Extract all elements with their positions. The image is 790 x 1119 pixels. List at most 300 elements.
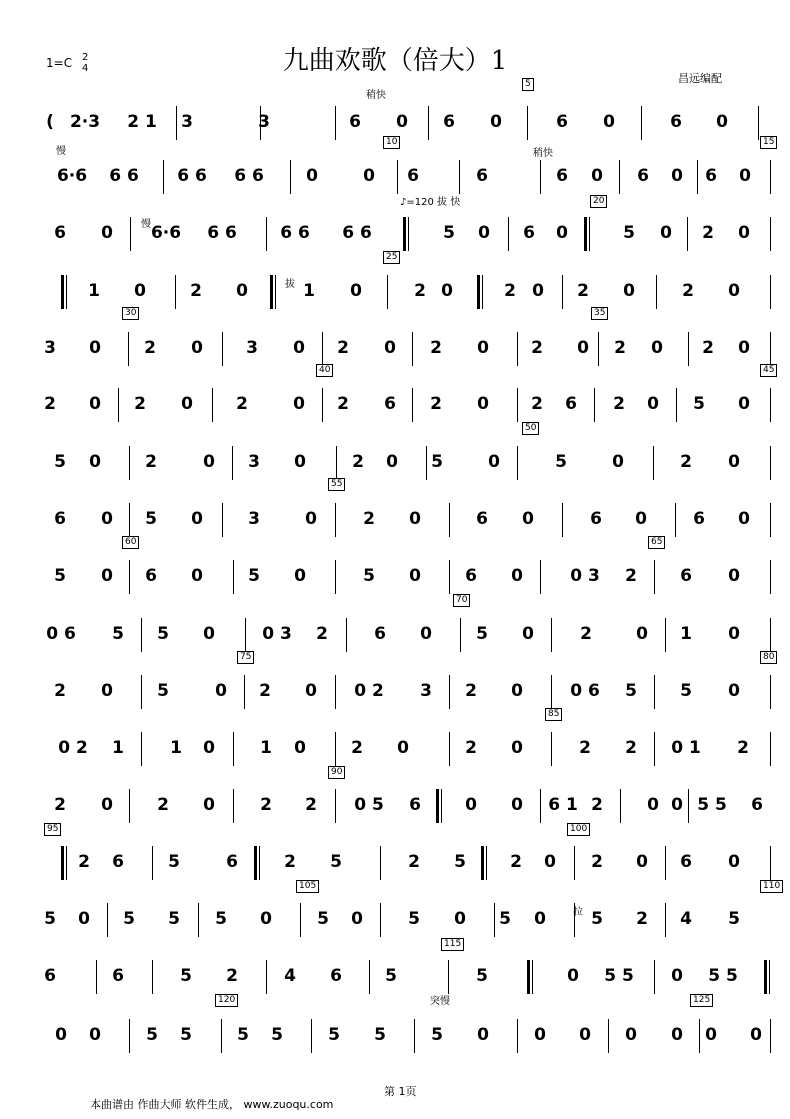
barline [244,675,245,709]
barline [233,560,234,594]
barline [654,732,655,766]
note: 6 [670,112,682,132]
note: 6 6 [109,166,139,186]
note: 0 [101,566,113,586]
note: 0 [191,338,203,358]
note: 6 6 [177,166,207,186]
note: 5 5 [708,966,738,986]
note: 2 [531,394,543,414]
note: 0 [716,112,728,132]
barline [290,160,291,194]
barline [412,388,413,422]
performance-mark: 慢 [141,219,151,230]
note: 0 [636,624,648,644]
note: 2 [54,795,66,815]
note: 0 [567,966,579,986]
note: 6 [407,166,419,186]
barline [300,903,301,937]
note: 0 [544,852,556,872]
score-row [0,1019,790,1089]
note: 0 [55,1025,67,1045]
barline [594,388,595,422]
meter-top: 2 [82,52,89,63]
note: 0 [511,566,523,586]
note: 0 [534,1025,546,1045]
barline [128,332,129,366]
barline [141,618,142,652]
note: 2 [78,852,90,872]
note: 0 5 [354,795,384,815]
note: 0 [728,566,740,586]
note: 2 [614,338,626,358]
note: 2 [591,852,603,872]
note: 0 [203,624,215,644]
note: 0 [577,338,589,358]
barline [176,106,177,140]
note: 5 [623,223,635,243]
barline [656,275,657,309]
arranger-credit: 昌远编配 [678,72,722,85]
note: 5 [454,852,466,872]
note: 2 [430,338,442,358]
note: 6 [556,166,568,186]
note: 5 [374,1025,386,1045]
note: 5 [625,681,637,701]
note: 2 [414,281,426,301]
note: 0 [534,909,546,929]
note: 2 [144,338,156,358]
barline [665,846,666,880]
page-title: 九曲欢歌（倍大）1 [282,46,508,76]
note: 0 [603,112,615,132]
barline [517,332,518,366]
note: 5 [146,1025,158,1045]
note: 6 [680,852,692,872]
note: 5 [728,909,740,929]
barline [233,789,234,823]
note: 6 [680,566,692,586]
note: 5 [476,624,488,644]
note: 6 [443,112,455,132]
note: 1 [303,281,315,301]
barline [688,332,689,366]
note: 0 [101,795,113,815]
note: 2 [531,338,543,358]
note: 2 [465,738,477,758]
note: 6 [226,852,238,872]
note: 0 [647,795,659,815]
note: 0 [191,566,203,586]
note: 0 [78,909,90,929]
note: 0 [203,452,215,472]
note: 1 [680,624,692,644]
barline [449,675,450,709]
note: 0 [294,738,306,758]
note: 5 5 [697,795,727,815]
note: 2 [579,738,591,758]
barline [699,1019,700,1053]
barline [770,1019,771,1053]
note: 6 [44,966,56,986]
note: 0 [728,281,740,301]
barline [346,618,347,652]
note: 6 [349,112,361,132]
time-signature [82,52,88,74]
note: 0 [522,509,534,529]
note: 2 [337,338,349,358]
note: 2 [580,624,592,644]
note: 0 [294,566,306,586]
note: 0 [101,223,113,243]
note: 0 [532,281,544,301]
measure-number: 20 [590,195,607,208]
note: 2 [236,394,248,414]
barline [449,560,450,594]
barline [770,332,771,366]
note: 0 [236,281,248,301]
note: 6 [476,166,488,186]
barline [508,217,509,251]
note: 5 [180,966,192,986]
note: 0 [705,1025,717,1045]
note: 6 [465,566,477,586]
note: 6 [330,966,342,986]
measure-number: 100 [567,823,590,836]
barline [641,106,642,140]
barline [152,846,153,880]
note: 2 [613,394,625,414]
barline [232,446,233,480]
note: 0 [477,394,489,414]
note: 2 [54,681,66,701]
note: 0 [522,624,534,644]
note: 3 [258,112,270,132]
barline [380,903,381,937]
measure-number: 35 [591,307,608,320]
barline [449,503,450,537]
note: 0 [260,909,272,929]
note: 0 [511,738,523,758]
barline [654,560,655,594]
note: 0 [203,795,215,815]
note: 0 6 [46,624,76,644]
measure-number: 90 [328,766,345,779]
note: 5 [591,909,603,929]
note: 6 [112,852,124,872]
note: 1 [260,738,272,758]
barline [335,789,336,823]
barline [770,446,771,480]
note: 0 [612,452,624,472]
barline [335,560,336,594]
note: 5 [145,509,157,529]
note: 0 [511,681,523,701]
note: 0 [478,223,490,243]
barline [653,446,654,480]
measure-number: 10 [383,136,400,149]
measure-number: 80 [760,651,777,664]
barline [459,160,460,194]
note: 4 [680,909,692,929]
note: 0 [191,509,203,529]
note: 0 [351,909,363,929]
note: 5 [54,452,66,472]
note: 0 [293,394,305,414]
note: 0 [635,509,647,529]
barline [212,388,213,422]
barline [620,789,621,823]
note: 5 [385,966,397,986]
note: 2 [145,452,157,472]
note: 0 1 [671,738,701,758]
note: 0 [420,624,432,644]
barline [198,903,199,937]
note: 0 [671,795,683,815]
note: 0 [490,112,502,132]
note: 0 6 [570,681,600,701]
note: 0 [396,112,408,132]
note: 5 [680,681,692,701]
barline [517,1019,518,1053]
barline [141,732,142,766]
note: 5 [44,909,56,929]
note: 6 [145,566,157,586]
barline [336,446,337,480]
note: 3 [248,509,260,529]
note: 0 [647,394,659,414]
note: 6 [54,223,66,243]
measure-number: 125 [690,994,713,1007]
barline [687,217,688,251]
footer-credit: 本曲谱由 作曲大师 软件生成， www.zuoqu.com [90,1098,334,1111]
note: 2 [702,338,714,358]
note: 6 [637,166,649,186]
barline [380,846,381,880]
note: 6 [565,394,577,414]
note: 5 [168,909,180,929]
note: 0 [181,394,193,414]
note: 5 [180,1025,192,1045]
note: 6 6 [280,223,310,243]
barline [322,332,323,366]
note: 2·3 [69,112,101,132]
barline [311,1019,312,1053]
note: 6·6 [150,223,182,243]
measure-number: 40 [316,364,333,377]
note: 6 [693,509,705,529]
note: 0 [738,338,750,358]
note: 0 [409,566,421,586]
note: 0 [477,338,489,358]
note: 2 [680,452,692,472]
barline [770,675,771,709]
note: 0 [305,509,317,529]
note: 3 [44,338,56,358]
note: 5 [237,1025,249,1045]
measure-number: 105 [296,880,319,893]
performance-mark: 拔 [285,279,295,290]
barline [175,275,176,309]
measure-number: 115 [441,938,464,951]
note: 0 [591,166,603,186]
note: 0 2 [354,681,384,701]
note: 6 6 [342,223,372,243]
barline [412,332,413,366]
barline [233,732,234,766]
measure-number: 30 [122,307,139,320]
measure-number: 55 [328,478,345,491]
performance-mark: 稍快 [533,148,553,159]
note: 0 [738,509,750,529]
note: 0 [511,795,523,815]
barline [527,106,528,140]
note: 0 [306,166,318,186]
note: 6 [751,795,763,815]
note: 0 [750,1025,762,1045]
note: 4 [284,966,296,986]
note: 2 [465,681,477,701]
note: 0 3 [570,566,600,586]
note: 5 [431,452,443,472]
barline [141,675,142,709]
note: 6 [523,223,535,243]
note: 6 6 [234,166,264,186]
note: 0 [384,338,396,358]
barline [688,789,689,823]
barline [118,388,119,422]
note: 0 [477,1025,489,1045]
note: 5 [431,1025,443,1045]
note: 2 [226,966,238,986]
barline [770,217,771,251]
note: 2 [577,281,589,301]
barline [770,618,771,652]
note: 2 [702,223,714,243]
barline [665,618,666,652]
measure-number: 5 [522,78,534,91]
note: 0 [350,281,362,301]
barline [221,1019,222,1053]
note: 0 2 [58,738,88,758]
note: 0 [89,394,101,414]
barline [369,960,370,994]
barline [129,560,130,594]
barline [665,903,666,937]
measure-number: 50 [522,422,539,435]
measure-number: 95 [44,823,61,836]
note: 0 [305,681,317,701]
note: 3 [246,338,258,358]
note: 1 [112,738,124,758]
barline [770,388,771,422]
measure-number: 65 [648,536,665,549]
note: 5 [328,1025,340,1045]
note: 5 [248,566,260,586]
measure-number: 15 [760,136,777,149]
note: 0 [441,281,453,301]
note: 0 [215,681,227,701]
note: 0 [203,738,215,758]
barline [129,446,130,480]
barline [397,160,398,194]
note: 0 [488,452,500,472]
note: 6 [112,966,124,986]
barline [129,1019,130,1053]
performance-mark: 拉 [573,907,583,918]
note: 0 [386,452,398,472]
note: 6 [590,509,602,529]
barline [322,388,323,422]
measure-number: 45 [760,364,777,377]
note: 5 [157,624,169,644]
barline [448,960,449,994]
note: 5 [168,852,180,872]
barline [654,675,655,709]
note: 0 [293,338,305,358]
note: 2 [337,394,349,414]
note: 0 [89,338,101,358]
barline [540,789,541,823]
barline [494,903,495,937]
note: 2 [190,281,202,301]
barline [574,846,575,880]
measure-number: 60 [122,536,139,549]
note: 0 [728,452,740,472]
performance-mark: 慢 [56,146,66,157]
note: 2 [259,681,271,701]
note: 0 [671,966,683,986]
note: 2 [305,795,317,815]
measure-number: 75 [237,651,254,664]
note: 2 [625,738,637,758]
note: 0 [89,1025,101,1045]
barline [697,160,698,194]
note: 2 [363,509,375,529]
barline [675,503,676,537]
barline [770,275,771,309]
note: 0 3 [262,624,292,644]
note: 0 [660,223,672,243]
note: 5 [317,909,329,929]
note: 2 [284,852,296,872]
note: 0 [101,509,113,529]
note: 0 [728,681,740,701]
note: 0 [728,852,740,872]
barline [758,106,759,140]
note: 0 [579,1025,591,1045]
meter-bottom: 4 [82,63,89,74]
barline [619,160,620,194]
measure-number: 110 [760,880,783,893]
note: 0 [397,738,409,758]
note: 0 [651,338,663,358]
page-number: 第 1页 [384,1085,417,1098]
barline [770,560,771,594]
barline [163,160,164,194]
note: 5 [54,566,66,586]
note: 2 [625,566,637,586]
performance-mark: 突慢 [430,996,450,1007]
barline [770,503,771,537]
note: 2 [351,738,363,758]
note: 0 [409,509,421,529]
note: 0 [465,795,477,815]
barline [96,960,97,994]
note: 0 [294,452,306,472]
measure-number: 120 [215,994,238,1007]
barline [152,960,153,994]
note: 5 [271,1025,283,1045]
